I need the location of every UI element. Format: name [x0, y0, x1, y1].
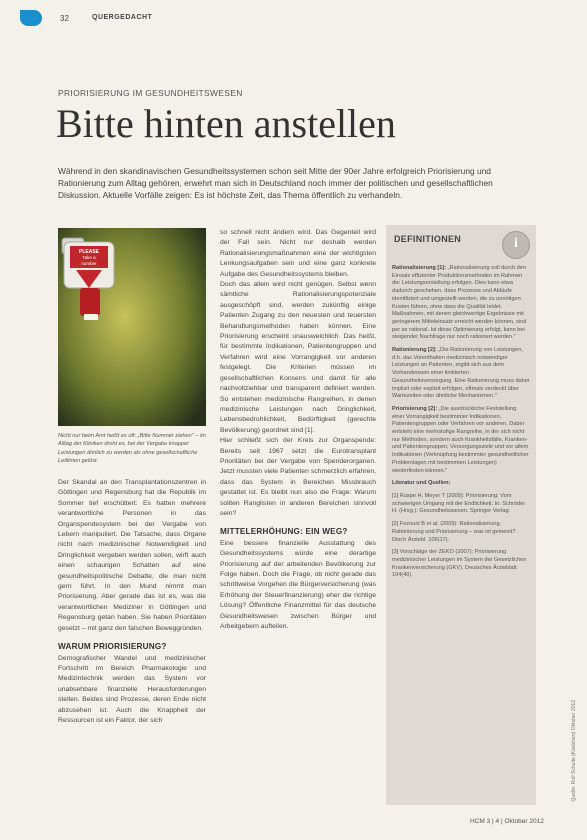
definition-priorisierung: [392, 406, 530, 475]
definition-term: Priorisierung [2]:: [392, 405, 438, 412]
definition-text: „Die ausdrückliche Feststellung einer Vorrangigkeit bestimmter Indikationen, Patientengruppen oder Verfahren vor anderen. Dabei entsteht eine mehrstufige Rangreihe, in der sich nicht nur Methoden, sondern auch Krankheitsfälle, Kranken- und Patientengruppen, Versorgungsziele und vor allem Indikationen (Verknüpfung bestimmter gesundheitlicher Problemlagen mit bestimmten Leistungen) wiederfinden können.": [392, 405, 529, 474]
sign-text-please: PLEASE: [78, 249, 100, 255]
definition-text: „Die Rationierung von Leistungen, d.h. das Vorenthalten medizinisch notwendiger Leistungen an Patienten, ergibt sich aus dem Vorhandensein einer limitierten Gesundheitsversorgung. Eine Rationierung muss daher implizit oder explizit erfolgen, oftmals verdeckt über Wartezeiten oder ähnliche Mechanismen.": [392, 347, 530, 400]
paragraph: Der Skandal an den Transplantationszentren in Göttingen und Regensburg hat die Republik im Sommer tief erschüttert: Es hatten mehrere verantwortliche Personen in das Organspendesystem bei der Vergabe von Lebern manipuliert. Die Tatsache, dass Organe nicht nach medizinischer Notwendigkeit und Dringlichkeit vergeben werden sollen, wirft auch einen schaurigen Schatten auf eine gesundheitspolitische Debatte, die man nicht gern führt. In den Mund nimmt man Priorisierung. Aber gerade das ist es, was die verantwortlichen Mediziner in Göttingen und Regensburg getan haben. Sie haben Prioritäten gesetzt – mit ganz den falschen Beweggründen.: [58, 479, 206, 632]
subheading-funding: MITTELERHÖHUNG: EIN WEG?: [220, 527, 348, 537]
sources-heading: [392, 480, 530, 488]
sign-text-number: number: [81, 261, 97, 266]
sign-text-take: Take a: [82, 255, 96, 260]
article-title: Bitte hinten anstellen: [56, 101, 396, 146]
paragraph: Eine bessere finanzielle Ausstattung des Gesundheitssystems würde eine derartige Priorisierung auf der arbeitenden Bevölkerung zur Folge haben. Doch die Frage, ob nicht gerade das schrittweise Vorgehen die Bürgerversicherung (was Erhöhung der Steuerfinanzierung) eher die richtige Lösung? Öffentliche Finanzmittel für das deutsche Gesundheitswesen zwischen Bürger und Arbeitgebern aufteilen.: [220, 539, 376, 631]
paragraph: Hier schließt sich der Kreis zur Organspende: Bereits seit 1967 setzt die Eurotransplant Prioritäten bei der Vergabe von Spenderorganen. Jetzt mussten viele Patienten schmerzlich erfahren, dass das System in Bereichen Missbrauch gestattet ist. Es bleibt nun also die Frage: Warum sollten Ranglisten in anderen Bereichen sinnvoll sein?: [220, 437, 376, 517]
sources-title: Literatur und Quellen:: [392, 480, 451, 487]
definition-term: Rationalisierung [1]:: [392, 265, 447, 271]
subheading-why: WARUM PRIORISIERUNG?: [58, 642, 167, 652]
page-footer: HCM 3 | 4 | Oktober 2012: [470, 818, 544, 825]
sidebar-header: [386, 225, 536, 255]
definitions-sidebar: [386, 225, 536, 805]
source-item: [3] Vorschläge der ZEKO (2007): Priorisierung medizinischer Leistungen im System der Gesetzlichen Krankenversicherung (GKV). Deutsches Ärzteblatt 104(40).: [392, 549, 527, 579]
definition-rationalisierung: [392, 265, 530, 342]
info-icon: [502, 231, 530, 259]
body-column-2: [220, 228, 376, 632]
photo-caption: Nicht nur beim Amt heißt es oft: „Bitte Nummer ziehen" – im Alltag der Kliniken droht es, bei der Vergabe knapper Leistungen ähnlich zu werden als ohne gesellschaftliche Leitlinien gelöst.: [58, 433, 206, 465]
article-intro: Während in den skandinavischen Gesundheitssystemen schon seit Mitte der 90er Jahre erfolgreich Priorisierung und Rationierung zum Alltag gehören, erwehrt man sich in Deutschland noch immer der politischen und gesellschaftlichen Diskussion. Aktuelle Vorfälle zeigen: Es ist höchste Zeit, das Thema öffentlich zu verhandeln.: [58, 166, 493, 200]
paragraph: so schnell nicht ändern wird. Das Gegenteil wird der Fall sein. Nicht nur deshalb werden Rationalisierungsmaßnahmen eine der wichtigsten Lenkungsaufgaben sein und eine ganz konkrete Aufgabe des Gesundheitssystems bleiben.: [220, 229, 376, 278]
sidebar-body: [392, 265, 530, 585]
body-column-1: [58, 478, 206, 726]
sidebar-title: DEFINITIONEN: [394, 234, 462, 244]
paragraph: Demografischer Wandel und medizinischer Fortschritt im Bereich Pharmakologie und Medizintechnik werden das System vor unabsehbare finanzielle Herausforderungen stellen. Beides sind Prozesse, deren Ende nicht abzusehen ist. Auch die Knappheit der Ressourcen ist ein Faktor, der sich: [58, 654, 206, 724]
article-kicker: PRIORISIERUNG IM GESUNDHEITSWESEN: [58, 88, 243, 98]
paragraph: Doch das allein wird nicht genügen. Selbst wenn sämtliche Rationalisierungspotenziale ausgeschöpft sind, werden zukünftig einige Patienten Zugang zu den neuesten und teuersten Behandlungsmethoden haben können. Eine Priorisierung erscheint unausweichlich. Das heißt, für bestimmte Indikationen, Patientengruppen und Verfahren wird eine Vorrangigkeit vor anderen festgelegt. Die Kriterien müssen im gesellschaftlichen Konsens und damit für alle nachvollziehbar und transparent definiert werden. So entstehen medizinische Rangreihen, in denen medizinische Leistungen nach Dringlichkeit, Lebensbedrohlichkeit, Bedürftigkeit (gerechte Bevölkerung) geordnet sind [1].: [220, 281, 376, 434]
definition-rationierung: [392, 347, 530, 401]
article-photo: [58, 228, 206, 426]
section-label: QUERGEDACHT: [92, 14, 153, 21]
info-icon-glyph: i: [514, 236, 518, 251]
side-credit: Quelle: Rolf Schulte (Kästchen) Oktober 2012: [571, 700, 577, 802]
source-item: [1] Raspe H, Meyer T (2009): Priorisierung: Vom schwierigen Umgang mit der Endlichkeit. In: Schröder H. (Hrsg.): Gesundheitswesen. Springer Verlag.: [392, 492, 526, 515]
definition-term: Rationierung [2]:: [392, 347, 437, 354]
section-badge: [20, 10, 42, 26]
definition-text: „Rationalisierung soll durch den Einsatz effizienter Produktionsmethoden im Rahmen der Leistungserstellung erfolgen. Dies kann etwa dadurch geschehen, dass Prozesse und Abläufe identifiziert und umgestellt werden, die zu unnötigen Kosten führen, ohne dass die Qualität leidet. Maßnahmen, mit denen gleichwertige Ergebnisse mit geringerem Mitteleinsatz erreicht werden können, sind per se rational. Ist diese Optimierung erfolgt, kann bei steigender Nachfrage nur noch rationiert werden.": [392, 265, 527, 341]
page-number: 32: [60, 14, 69, 23]
source-item: [2] Fozouni B et al. (2009): Rationalisierung, Rationierung und Priorisierung – was ist gemeint? Dtsch Ärztebl. 106(17).: [392, 521, 516, 543]
